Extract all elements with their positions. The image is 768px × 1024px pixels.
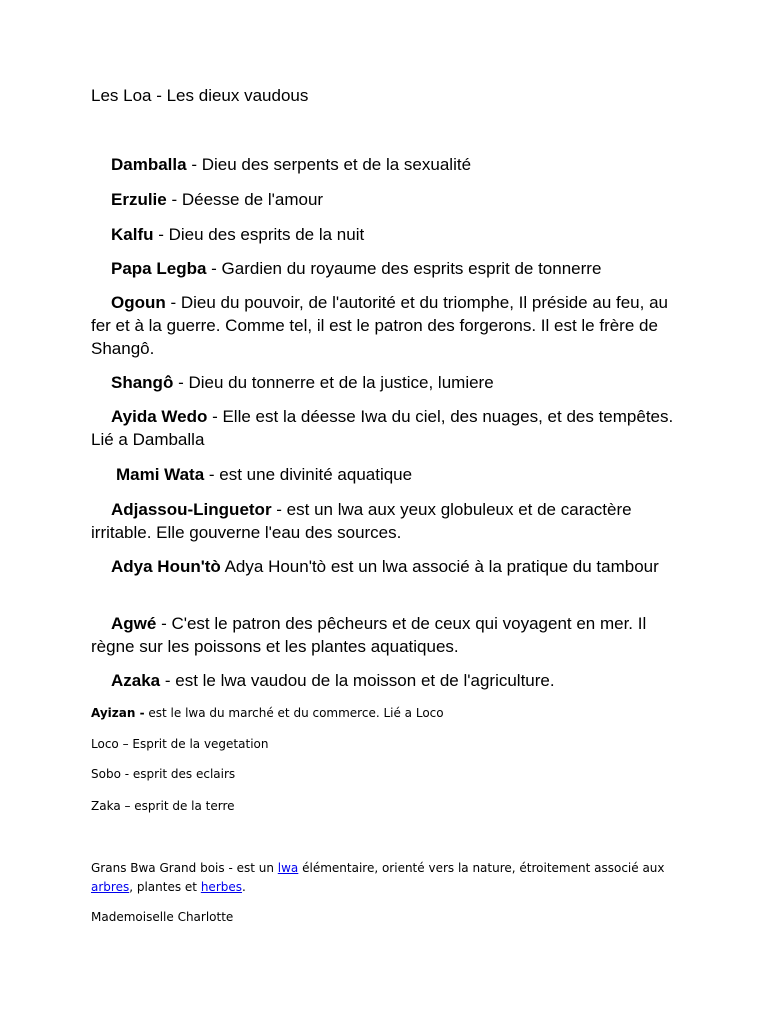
grans-bwa-prefix: Grans Bwa Grand bois - est un [91, 861, 278, 875]
entry-name: Azaka [111, 671, 161, 690]
entry-adya-hounto [91, 555, 681, 578]
entry-text: - Dieu des serpents et de la sexualité [186, 155, 472, 174]
entry-text: - Dieu du pouvoir, de l'autorité et du triomphe, Il préside au feu, au fer et à la guerre. Comme tel, il est le patron des forgerons. Il est le frère de Shangô. [91, 293, 668, 358]
entry-loco: Loco – Esprit de la vegetation [91, 737, 269, 751]
link-herbes[interactable]: herbes [200, 880, 243, 894]
entry-text: - est une divinité aquatique [204, 465, 413, 484]
entry-name: Mami Wata [116, 465, 205, 484]
entry-text: - Déesse de l'amour [166, 190, 324, 209]
entry-name: Kalfu [111, 225, 154, 244]
entry-text: - Elle est la déesse Iwa du ciel, des nuages, et des tempêtes. Lié a Damballa [91, 407, 674, 449]
entry-text: - Gardien du royaume des esprits esprit de tonnerre [206, 259, 602, 278]
entry-mami-wata [91, 463, 681, 486]
grans-bwa-middle2: , plantes et [129, 880, 201, 894]
entry-text: - Dieu des esprits de la nuit [153, 225, 365, 244]
entry-agwe [91, 612, 681, 658]
entry-mademoiselle-charlotte: Mademoiselle Charlotte [91, 910, 234, 924]
grans-bwa-middle: élémentaire, orienté vers la nature, étroitement associé aux [298, 861, 665, 875]
entry-name: Ogoun [111, 293, 166, 312]
entry-text: - C'est le patron des pêcheurs et de ceux qui voyagent en mer. Il règne sur les poissons et les plantes aquatiques. [91, 614, 647, 656]
entry-shango [91, 371, 681, 394]
entry-name: Papa Legba [111, 259, 207, 278]
entry-text: - est le lwa vaudou de la moisson et de l'agriculture. [160, 671, 555, 690]
entry-name: Agwé [111, 614, 157, 633]
entry-papa-legba [91, 257, 681, 280]
entry-erzulie [91, 188, 681, 211]
entry-kalfu [91, 223, 681, 246]
entry-name: Ayida Wedo [111, 407, 208, 426]
entry-zaka: Zaka – esprit de la terre [91, 799, 235, 813]
grans-bwa-line-2 [91, 878, 691, 897]
entry-text: Adya Houn'tò est un lwa associé à la pratique du tambour [220, 557, 659, 576]
entry-text: - Dieu du tonnerre et de la justice, lumiere [173, 373, 494, 392]
link-arbres[interactable]: arbres [91, 880, 130, 894]
link-lwa[interactable]: lwa [277, 861, 299, 875]
grans-bwa-end: . [242, 880, 246, 894]
entry-name: Damballa [111, 155, 187, 174]
entry-text: - est un lwa aux yeux globuleux et de caractère irritable. Elle gouverne l'eau des sources. [91, 500, 632, 542]
entry-text: est le lwa du marché et du commerce. Lié a Loco [144, 706, 444, 720]
grans-bwa-line-1 [91, 859, 691, 878]
entry-adjassou-linguetor [91, 498, 681, 544]
entry-sobo: Sobo - esprit des eclairs [91, 767, 236, 781]
entry-name: Shangô [111, 373, 174, 392]
entry-name: Ayizan - [91, 706, 145, 720]
entry-ayida-wedo [91, 405, 681, 451]
entry-ogoun [91, 291, 681, 360]
entry-azaka [91, 669, 681, 692]
entry-name: Adya Houn'tò [111, 557, 221, 576]
entry-damballa [91, 153, 681, 176]
entry-name: Erzulie [111, 190, 167, 209]
entry-name: Adjassou-Linguetor [111, 500, 272, 519]
entry-ayizan [91, 704, 691, 723]
document-title: Les Loa - Les dieux vaudous [91, 86, 309, 105]
